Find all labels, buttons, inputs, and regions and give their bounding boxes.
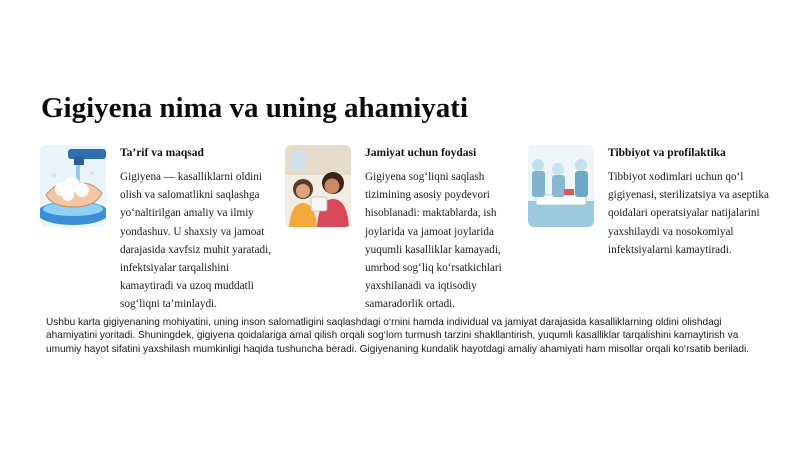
handwashing-icon <box>40 145 106 227</box>
summary-paragraph: Ushbu karta gigiyenaning mohiyatini, uning inson salomatligini saqlashdagi o‘rnini hamda individual va jamiyat darajasida kasalliklarning oldini olishdagi ahamiyatini yoritadi. Shuningdek, gigiyena qoidalariga amal qilish orqali sog‘lom turmush tarzini shakllantirish, yuqumli kasalliklar tarqalishini kamaytirish va umumiy hayot sifatini yaxshilash mumkinligi haqida tushuncha beradi. Gigiyenaning kundalik hayotdagi amaliy ahamiyati ham misollar orqali ko‘rsatib beriladi. <box>46 317 749 355</box>
page-title: Gigiyena nima va uning ahamiyati <box>41 92 469 124</box>
surgical-team-icon <box>528 145 594 227</box>
card-heading: Jamiyat uchun foydasi <box>365 147 477 159</box>
card-heading: Ta’rif va maqsad <box>120 147 204 159</box>
card-body: Gigiyena — kasalliklarni oldini olish va salomatlikni saqlashga yo‘naltirilgan amaliy va ilmiy yondashuv. U shaxsiy va jamoat darajasida xavfsiz muhit yaratadi, infektsiyalar tarqalishini kamaytiradi va uzoq muddatli sog‘liqni ta’minlaydi. <box>120 171 271 311</box>
community-icon <box>285 145 351 227</box>
card-heading: Tibbiyot va profilaktika <box>608 147 726 159</box>
card-body: Tibbiyot xodimlari uchun qo‘l gigiyenasi, sterilizatsiya va aseptika qoidalari operatsiyalar natijalarini yaxshilaydi va nosokomiyal infektsiyalarni kamaytiradi. <box>608 171 769 256</box>
card-body: Gigiyena sog‘liqni saqlash tizimining asosiy poydevori hisoblanadi: maktablarda, ish joylarida va jamoat joylarida yuqumli kasalliklar kamayadi, umrbod sog‘liq ko‘rsatkichlari yaxshilanadi va iqtisodiy samaradorlik ortadi. <box>365 171 502 311</box>
